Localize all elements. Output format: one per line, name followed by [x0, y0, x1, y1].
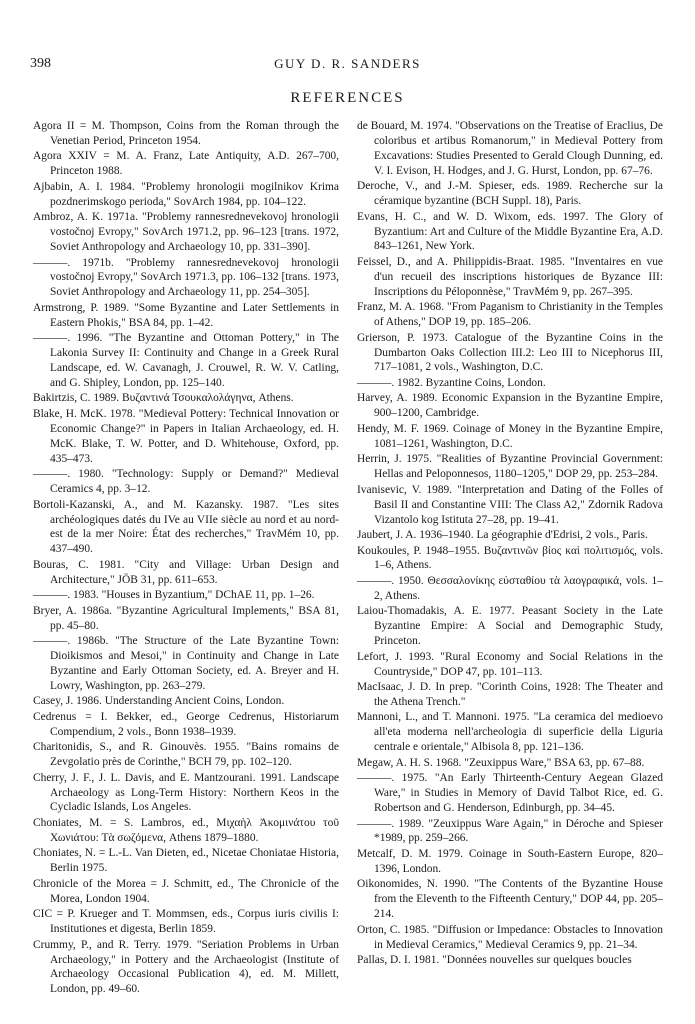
reference-entry: Crummy, P., and R. Terry. 1979. "Seriation Problems in Urban Archaeology," in Pottery and the Archaeologist (Institute of Archaeology Occasional Publication 4), ed. M. Millett, London, pp. 49–60.	[33, 938, 339, 996]
references-left-column	[33, 119, 339, 997]
reference-entry: Bakirtzis, C. 1989. Βυζαντινά Τσουκαλολάγηνα, Athens.	[33, 392, 294, 405]
reference-entry: Chronicle of the Morea = J. Schmitt, ed., The Chronicle of the Morea, London 1904.	[33, 877, 339, 905]
reference-entry: Megaw, A. H. S. 1968. "Zeuxippus Ware," BSA 63, pp. 67–88.	[357, 756, 645, 769]
reference-entry: Feissel, D., and A. Philippidis-Braat. 1985. "Inventaires en vue d'un recueil des inscriptions historiques de Byzance III: Inscriptions du Péloponnèse," TravMém 9, pp. 267–395.	[357, 255, 663, 298]
reference-entry: Bryer, A. 1986a. "Byzantine Agricultural Implements," BSA 81, pp. 45–80.	[33, 604, 339, 632]
reference-entry: Deroche, V., and J.-M. Spieser, eds. 1989. Recherche sur la céramique byzantine (BCH Suppl. 18), Paris.	[357, 180, 663, 208]
reference-entry: Pallas, D. I. 1981. "Données nouvelles sur quelques boucles	[357, 954, 632, 967]
reference-entry: Charitonidis, S., and R. Ginouvès. 1955. "Bains romains de Zevgolatio près de Corinthe," BCH 79, pp. 102–120.	[33, 741, 339, 769]
page-number: 398	[30, 56, 51, 71]
reference-entry: Agora II = M. Thompson, Coins from the Roman through the Venetian Period, Princeton 1954.	[33, 120, 339, 147]
reference-entry: CIC = P. Krueger and T. Mommsen, eds., Corpus iuris civilis I: Institutiones et digesta, Berlin 1859.	[33, 908, 339, 936]
reference-entry: Orton, C. 1985. "Diffusion or Impedance: Obstacles to Innovation in Medieval Ceramics," Medieval Ceramics 9, pp. 21–34.	[357, 923, 663, 951]
reference-entry: Hendy, M. F. 1969. Coinage of Money in the Byzantine Empire, 1081–1261, Washington, D.C.	[357, 422, 663, 450]
reference-entry: Grierson, P. 1973. Catalogue of the Byzantine Coins in the Dumbarton Oaks Collection III.2: Leo III to Nicephorus III, 717–1081, 2 vols., Washington, D.C.	[357, 331, 663, 374]
reference-entry: Koukoules, P. 1948–1955. Βυζαντινῶν βίος καὶ πολιτισμός, vols. 1–6, Athens.	[357, 544, 663, 572]
reference-entry: Ambroz, A. K. 1971a. "Problemy rannesrednevekovoj hronologii vostočnoj Evropy," SovArch 1971.2, pp. 96–123 [trans. 1972, Soviet Anthropology and Archaeology 10, pp. 331–390].	[33, 211, 339, 254]
reference-entry: ———. 1996. "The Byzantine and Ottoman Pottery," in The Lakonia Survey II: Continuity and Change in a Greek Rural Landscape, ed. W. Cavanagh, J. Crouwel, R. W. V. Catling, and G. Shipley, London, pp. 125–140.	[33, 332, 339, 389]
reference-entry: ———. 1980. "Technology: Supply or Demand?" Medieval Ceramics 4, pp. 3–12.	[33, 468, 339, 496]
reference-entry: Evans, H. C., and W. D. Wixom, eds. 1997. The Glory of Byzantium: Art and Culture of the Middle Byzantine Era, A.D. 843–1261, New York.	[357, 210, 663, 253]
reference-entry: Oikonomides, N. 1990. "The Contents of the Byzantine House from the Eleventh to the Fifteenth Century," DOP 44, pp. 205–214.	[357, 878, 663, 921]
reference-entry: Metcalf, D. M. 1979. Coinage in South-Eastern Europe, 820–1396, London.	[357, 847, 663, 875]
reference-entry: Cherry, J. F., J. L. Davis, and E. Mantzourani. 1991. Landscape Archaeology as Long-Term History: Northern Keos in the Cycladic Islands, Los Angeles.	[33, 771, 339, 814]
reference-entry: Choniates, M. = S. Lambros, ed., Μιχαὴλ Ἀκομινάτου τοῦ Χωνιάτου: Τὰ σωζόμενα, Athens 1879–1880.	[33, 816, 339, 844]
reference-entry: ———. 1989. "Zeuxippus Ware Again," in Déroche and Spieser *1989, pp. 259–266.	[357, 817, 663, 845]
reference-entry: Blake, H. McK. 1978. "Medieval Pottery: Technical Innovation or Economic Change?" in Papers in Italian Archaeology, ed. H. McK. Blake, T. W. Potter, and D. Whitehouse, Oxford, pp. 435–473.	[33, 407, 339, 465]
running-head	[30, 56, 665, 76]
reference-entry: ———. 1982. Byzantine Coins, London.	[357, 376, 546, 389]
reference-entry: Ajbabin, A. I. 1984. "Problemy hronologii mogilnikov Krima pozdnerimskogo perioda," SovArch 1984, pp. 104–122.	[33, 180, 339, 208]
reference-entry: Ivanisevic, V. 1989. "Interpretation and Dating of the Folles of Basil II and Constantine VIII: The Class A2," Zdornik Radova Vizantolo kog Istituta 27–28, pp. 19–41.	[357, 483, 663, 526]
reference-entry: ———. 1986b. "The Structure of the Late Byzantine Town: Dioikismos and Mesoi," in Continuity and Change in Late Byzantine and Early Ottoman Society, ed. A. Breyer and H. Lowry, Washington, pp. 263–279.	[33, 635, 339, 692]
reference-entry: Herrin, J. 1975. "Realities of Byzantine Provincial Government: Hellas and Peloponnesos, 1180–1205," DOP 29, pp. 253–284.	[357, 453, 663, 481]
reference-entry: ———. 1983. "Houses in Byzantium," DChAE 11, pp. 1–26.	[33, 589, 315, 602]
reference-entry: ———. 1975. "An Early Thirteenth-Century Aegean Glazed Ware," in Studies in Memory of David Talbot Rice, ed. G. Robertson and G. Henderson, Edinburgh, pp. 34–45.	[357, 772, 663, 815]
reference-entry: Armstrong, P. 1989. "Some Byzantine and Later Settlements in Eastern Phokis," BSA 84, pp. 1–42.	[33, 301, 339, 329]
reference-entry: de Bouard, M. 1974. "Observations on the Treatise of Eraclius, De coloribus et artibus Romanorum," in Medieval Pottery from Excavations: Studies Presented to Gerald Clough Dunning, ed. V. I. Evison, H. Hodges, and J. G. Hurst, London, pp. 67–76.	[357, 120, 663, 177]
reference-entry: ———. 1971b. "Problemy rannesrednevekovoj hronologii vostočnoj Evropy," SovArch 1971.3, pp. 106–132 [trans. 1973, Soviet Anthropology and Archaeology 11, pp. 254–305].	[33, 256, 339, 299]
reference-entry: Franz, M. A. 1968. "From Paganism to Christianity in the Temples of Athens," DOP 19, pp. 185–206.	[357, 301, 663, 329]
reference-entry: Bouras, C. 1981. "City and Village: Urban Design and Architecture," JÖB 31, pp. 611–653.	[33, 558, 339, 586]
reference-entry: Agora XXIV = M. A. Franz, Late Antiquity, A.D. 267–700, Princeton 1988.	[33, 150, 339, 178]
reference-entry: MacIsaac, J. D. In prep. "Corinth Coins, 1928: The Theater and the Athena Trench."	[357, 681, 663, 708]
reference-entry: Lefort, J. 1993. "Rural Economy and Social Relations in the Countryside," DOP 47, pp. 101–113.	[357, 650, 663, 678]
reference-entry: Cedrenus = I. Bekker, ed., George Cedrenus, Historiarum Compendium, 2 vols., Bonn 1938–1939.	[33, 710, 339, 738]
section-title: REFERENCES	[290, 90, 405, 106]
reference-entry: Laiou-Thomadakis, A. E. 1977. Peasant Society in the Late Byzantine Empire: A Social and Demographic Study, Princeton.	[357, 605, 663, 648]
reference-entry: Jaubert, J. A. 1936–1940. La géographie d'Edrisi, 2 vols., Paris.	[357, 529, 648, 541]
reference-entry: Casey, J. 1986. Understanding Ancient Coins, London.	[33, 695, 285, 708]
reference-entry: Choniates, N. = L.-L. Van Dieten, ed., Nicetae Choniatae Historia, Berlin 1975.	[33, 847, 339, 875]
running-head-author: GUY D. R. SANDERS	[274, 56, 421, 71]
reference-entry: ———. 1950. Θεσσαλονίκης εὐσταθίου τὰ λαογραφικά, vols. 1–2, Athens.	[357, 574, 663, 602]
reference-entry: Mannoni, L., and T. Mannoni. 1975. "La ceramica del medioevo all'eta moderna nell'archeologia di superficie della Liguria centrale e orientale," Albisola 8, pp. 121–136.	[357, 711, 663, 754]
references-right-column	[357, 119, 663, 968]
reference-entry: Bortoli-Kazanski, A., and M. Kazansky. 1987. "Les sites archéologiques datés du IVe au VIIe siècle au nord et au nord-est de la mer Noire: État des recherches," TravMém 10, pp. 437–490.	[33, 498, 339, 556]
reference-entry: Harvey, A. 1989. Economic Expansion in the Byzantine Empire, 900–1200, Cambridge.	[357, 392, 663, 420]
